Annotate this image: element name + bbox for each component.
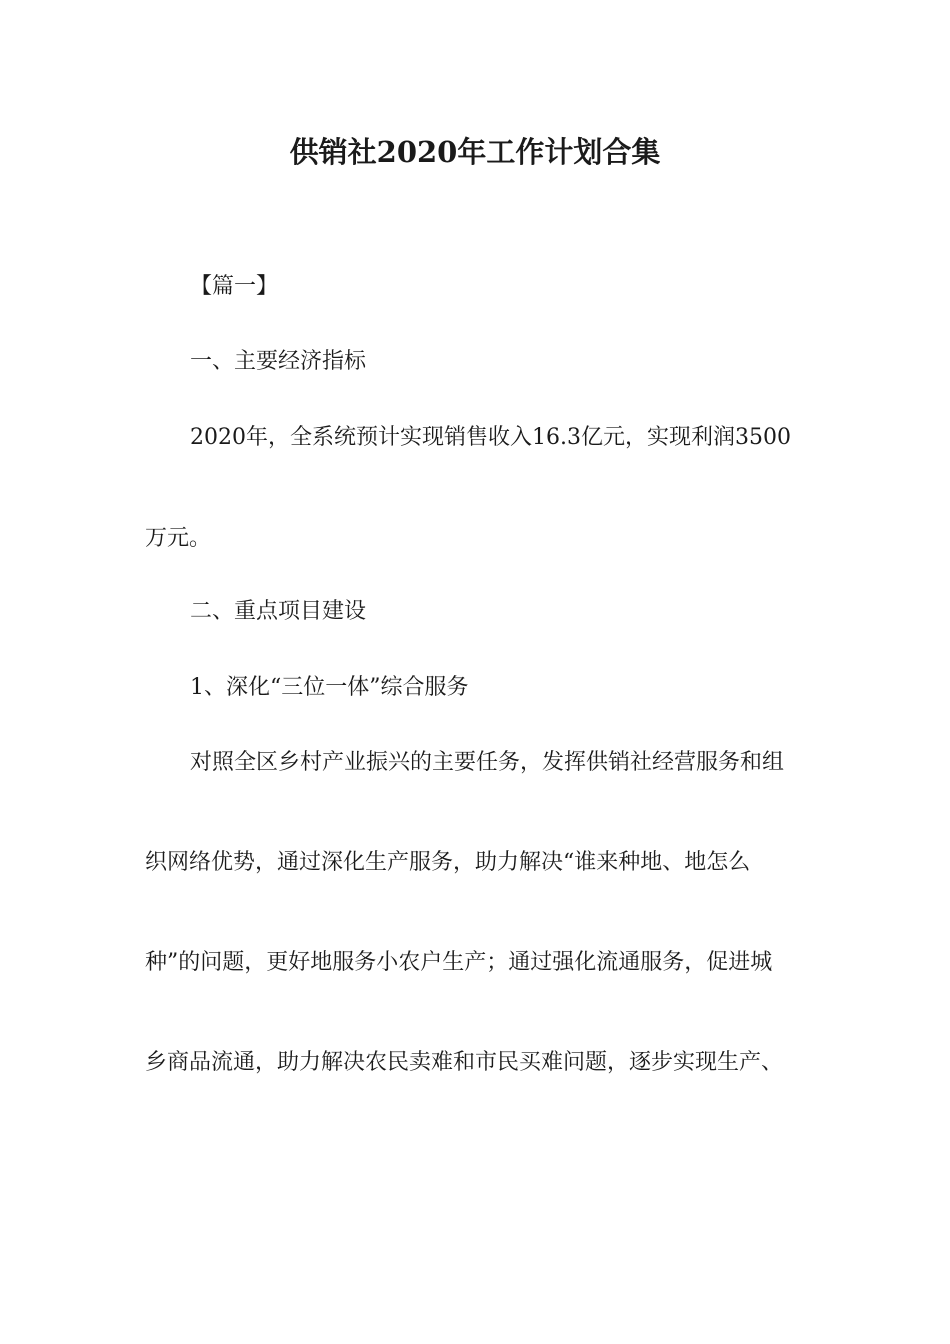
paragraph-1-line-1: 2020年，全系统预计实现销售收入16.3亿元，实现利润3500	[190, 425, 791, 450]
paragraph-2-line-1: 对照全区乡村产业振兴的主要任务，发挥供销社经营服务和组	[190, 750, 785, 775]
subheading-integrated-service: 1、深化“三位一体”综合服务	[190, 675, 469, 700]
paragraph-2-line-2: 织网络优势，通过深化生产服务，助力解决“谁来种地、地怎么	[145, 850, 751, 875]
heading-key-projects: 二、重点项目建设	[190, 599, 367, 624]
paragraph-2-line-4: 乡商品流通，助力解决农民卖难和市民买难问题，逐步实现生产、	[145, 1050, 784, 1075]
paragraph-1-line-2: 万元。	[145, 526, 212, 551]
paragraph-2-line-3: 种”的问题，更好地服务小农户生产；通过强化流通服务，促进城	[145, 950, 773, 975]
heading-economic-indicators: 一、主要经济指标	[190, 349, 367, 374]
section-label: 【篇一】	[190, 274, 279, 299]
document-title: 供销社2020年工作计划合集	[289, 135, 661, 169]
